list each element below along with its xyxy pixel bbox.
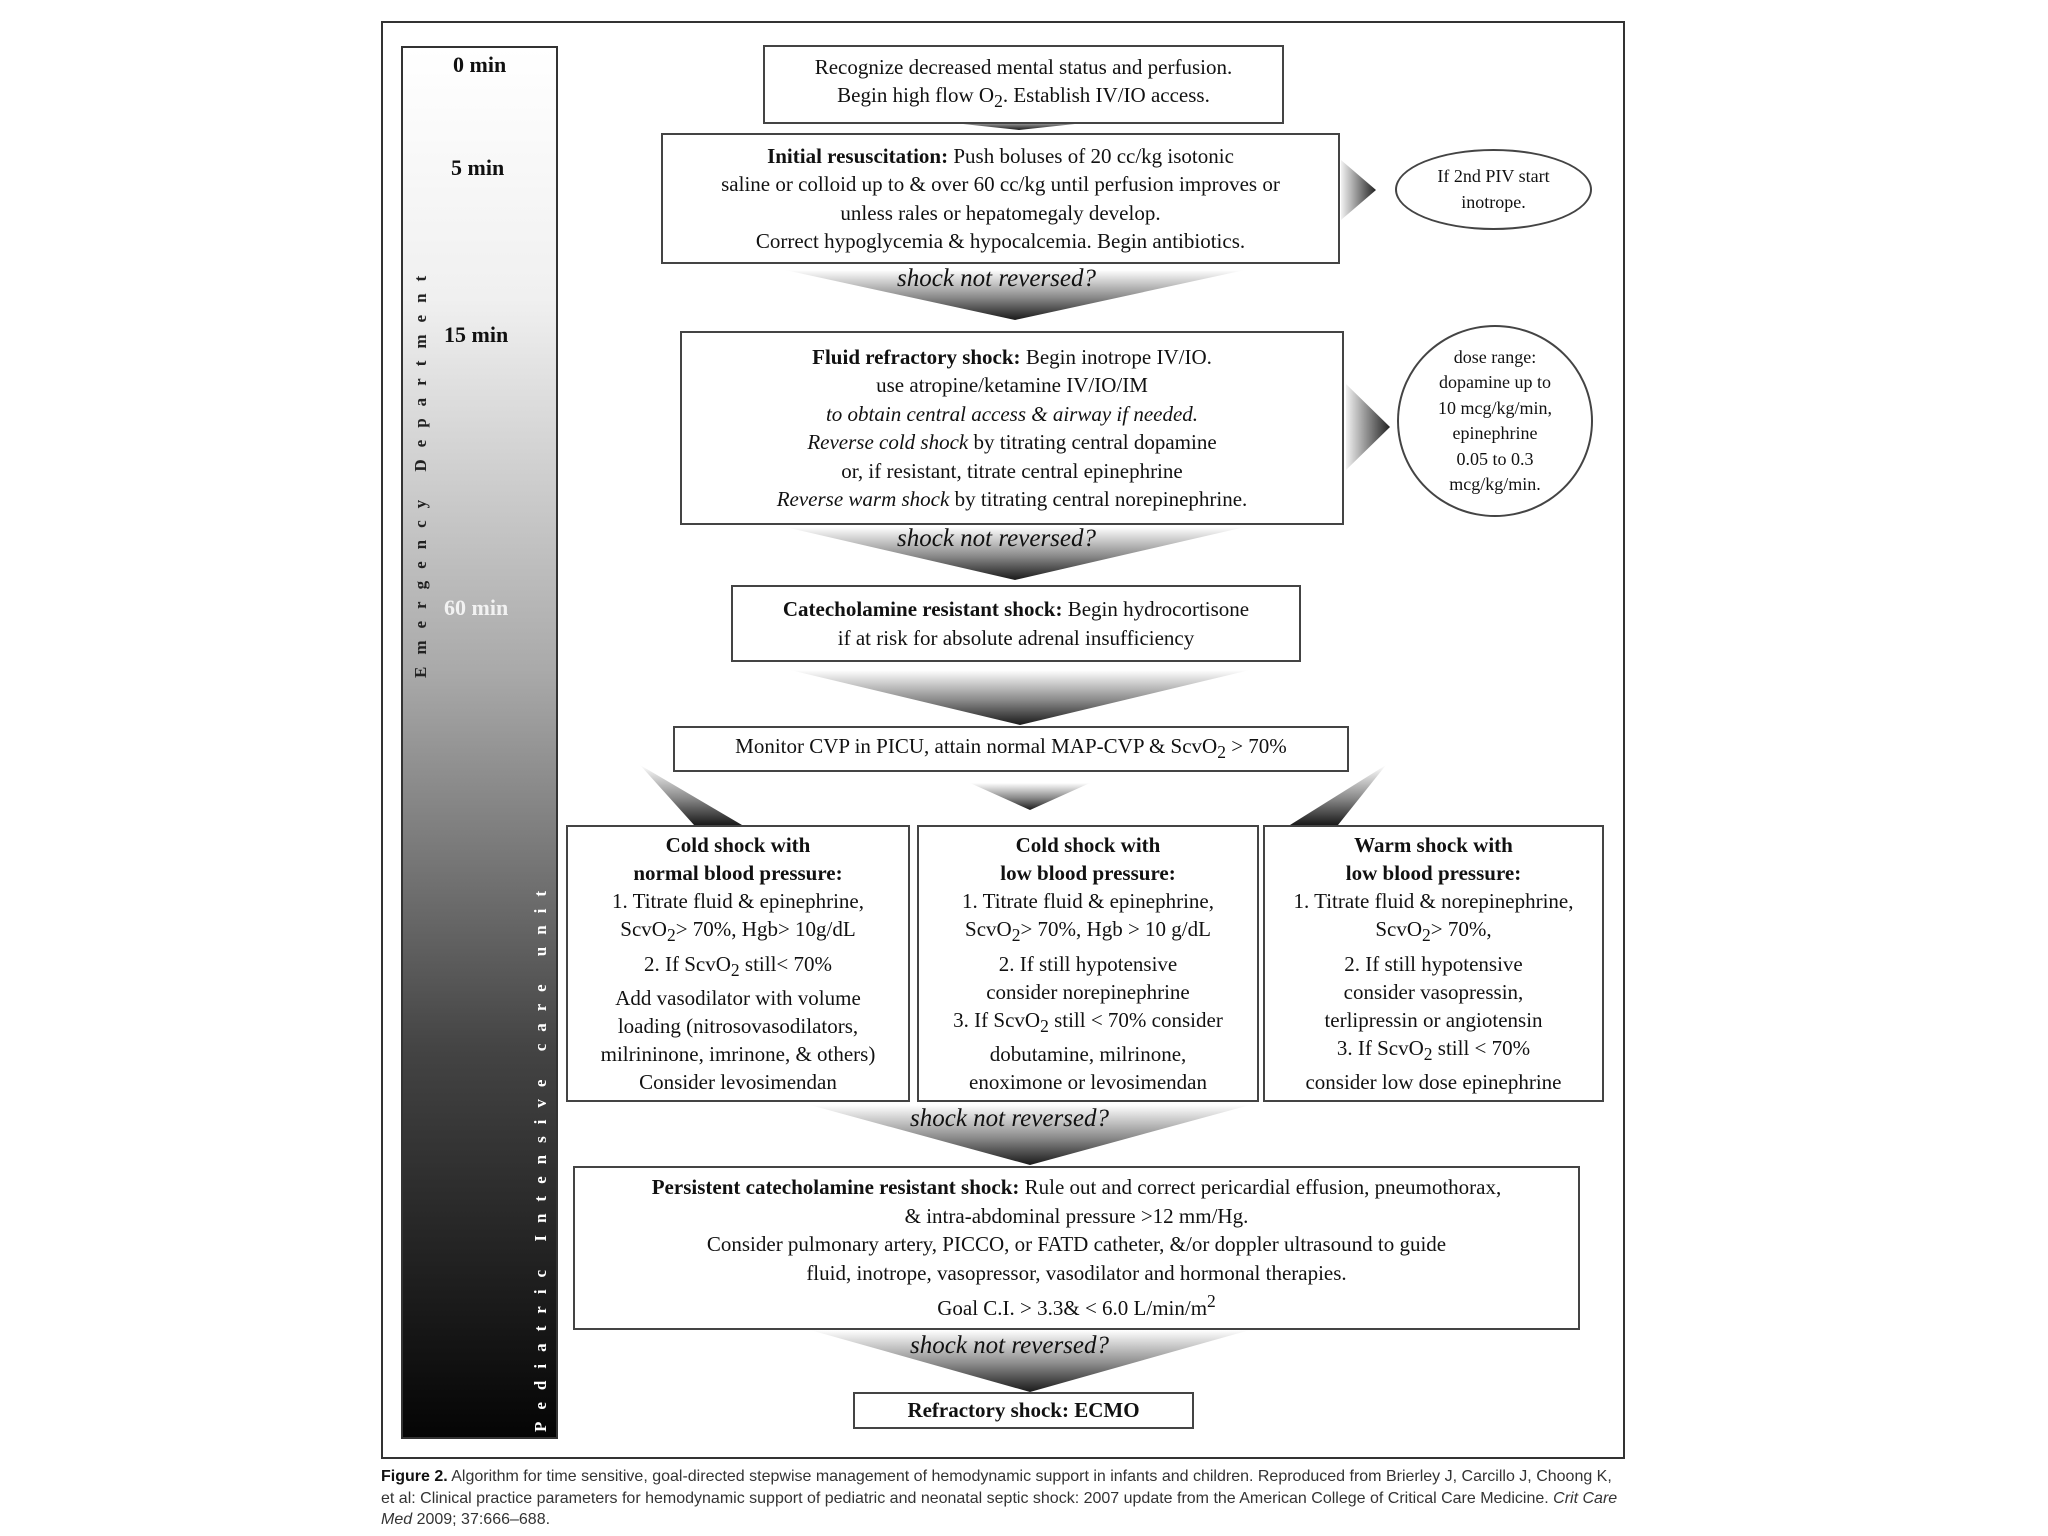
refractory-ecmo-box: Refractory shock: ECMO (853, 1392, 1194, 1429)
timeline-mark-15: 15 min (444, 322, 509, 347)
initial-resuscitation-box: Initial resuscitation: Push boluses of 20 cc/kg isotonic saline or colloid up to & over 60 cc/kg until perfusion improves or unless rales or hepatomegaly develop. Correct hypoglycemia & hypocalcemia. Begin antibiotics. (661, 133, 1340, 264)
dose-range-note: dose range: dopamine up to 10 mcg/kg/min, epinephrine 0.05 to 0.3 mcg/kg/min. (1397, 325, 1593, 517)
warm-shock-low-bp-box: Warm shock with low blood pressure: 1. Titrate fluid & norepinephrine, ScvO$_2$> 70%, 2. If still hypotensive consider vasopressin, terlipressin or angiotensin 3. If ScvO$_2$ still < 70% consider low dose epinephrine (1263, 825, 1604, 1102)
picu-label: Pediatric Intensive care unit (531, 878, 550, 1432)
timeline-mark-0: 0 min (453, 52, 507, 77)
second-piv-note: If 2nd PIV start inotrope. (1395, 149, 1592, 230)
cold-shock-low-bp-box: Cold shock with low blood pressure: 1. Titrate fluid & epinephrine, ScvO$_2$> 70%, Hgb > 10 g/dL 2. If still hypotensive consider norepinephrine 3. If ScvO$_2$ still < 70% consider dobutamine, milrinone, enoximone or levosimendan (917, 825, 1259, 1102)
persistent-catecholamine-box: Persistent catecholamine resistant shock: Rule out and correct pericardial effusion, pneumothorax, & intra-abdominal pressure >12 mm/Hg. Consider pulmonary artery, PICCO, or FATD catheter, &/or doppler ultrasound to guide fluid, inotrope, vasopressor, vasodilator and hormonal therapies. Goal C.I. > 3.3& < 6.0 $L/\min/m^2$ (573, 1166, 1580, 1330)
monitor-cvp-box: Monitor CVP in PICU, attain normal MAP-CVP & ScvO$_2$ > 70% (673, 726, 1349, 772)
timeline-mark-5: 5 min (451, 155, 505, 180)
arrow-right-split (1290, 765, 1386, 825)
catecholamine-resistant-box: Catecholamine resistant shock: Begin hydrocortisone if at risk for absolute adrenal insufficiency (731, 585, 1301, 662)
cold-shock-normal-bp-box: Cold shock with normal blood pressure: 1. Titrate fluid & epinephrine, ScvO$_2$> 70%, Hgb> 10g/dL 2. If ScvO$_2$ still< 70% Add vasodilator with volume loading (nitrosovasodilators, milrininone, imrinone, & others) Consider levosimendan (566, 825, 910, 1102)
recognize-box: Recognize decreased mental status and perfusion. Begin high flow $O_2$. Establish IV/IO access. (763, 45, 1284, 124)
emergency-department-label: Emergency Department (411, 263, 430, 678)
arrow-side-1 (1341, 160, 1376, 220)
arrow-down-4 (790, 670, 1250, 725)
shock-not-reversed-1: shock not reversed? (897, 265, 1097, 292)
shock-not-reversed-3: shock not reversed? (910, 1105, 1110, 1132)
fluid-refractory-box: Fluid refractory shock: Begin inotrope IV/IO. use atropine/ketamine IV/IO/IM to obtain central access & airway if needed. Reverse cold shock by titrating central dopamine or, if resistant, titrate central epinephrine Reverse warm shock by titrating central norepinephrine. (680, 331, 1344, 525)
arrow-left-split (640, 765, 742, 825)
arrow-side-2 (1346, 384, 1390, 470)
shock-not-reversed-4: shock not reversed? (910, 1332, 1110, 1359)
shock-not-reversed-2: shock not reversed? (897, 525, 1097, 552)
arrow-mid-split (970, 783, 1090, 810)
figure-caption: Figure 2. Algorithm for time sensitive, goal-directed stepwise management of hemodynamic support in infants and children. Reproduced from Brierley J, Carcillo J, Choong K, et al: Clinical practice parameters for hemodynamic support of pediatric and neonatal septic shock: 2007 update from the American College of Critical Care Medicine. Crit Care Med 2009; 37:666–688. (381, 1468, 1618, 1528)
timeline-mark-60: 60 min (444, 595, 509, 620)
